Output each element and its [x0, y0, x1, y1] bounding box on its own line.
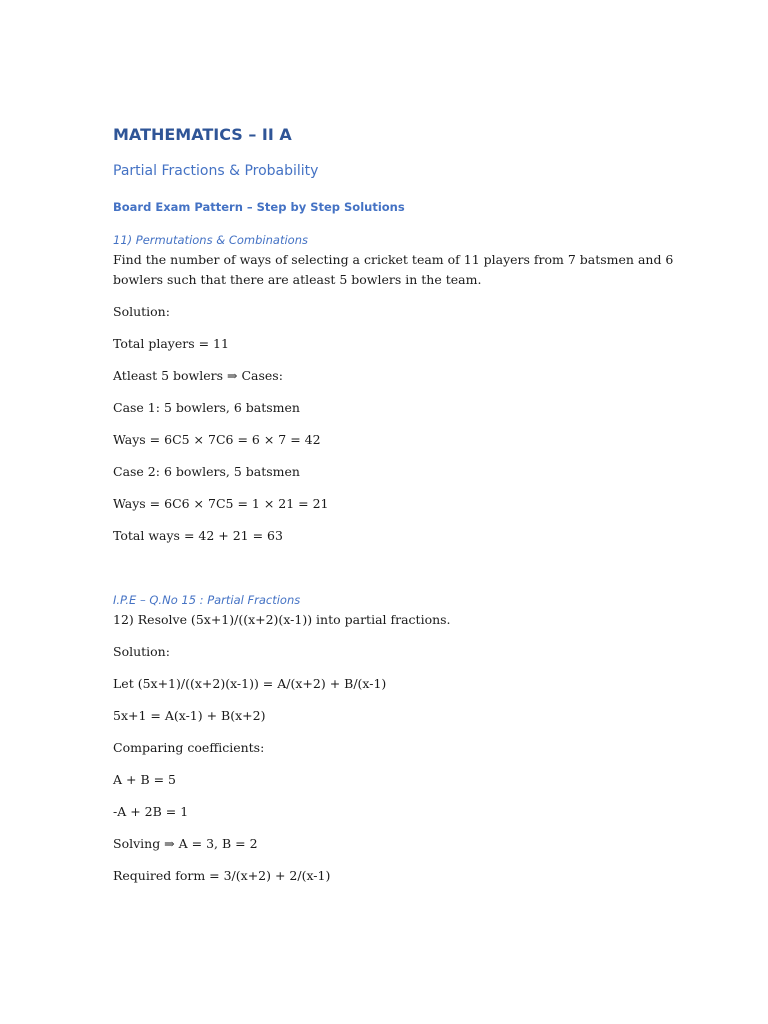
q11-step-ways-2: Ways = 6C6 × 7C5 = 1 × 21 = 21	[113, 496, 329, 511]
q12-step-equation-1: A + B = 5	[113, 772, 177, 787]
q11-step-cases: Atleast 5 bowlers ⇒ Cases:	[113, 368, 283, 383]
document-subheading: Board Exam Pattern – Step by Step Solutions	[113, 200, 405, 214]
q12-heading: I.P.E – Q.No 15 : Partial Fractions	[113, 593, 301, 607]
q12-step-comparing: Comparing coefficients:	[113, 740, 265, 755]
q12-question: 12) Resolve (5x+1)/((x+2)(x-1)) into partial fractions.	[113, 612, 451, 627]
q12-step-equation-2: -A + 2B = 1	[113, 804, 189, 819]
q11-solution-label: Solution:	[113, 304, 170, 319]
q12-solution-label: Solution:	[113, 644, 170, 659]
q12-step-solving: Solving ⇒ A = 3, B = 2	[113, 836, 258, 851]
q11-heading: 11) Permutations & Combinations	[113, 233, 308, 247]
q12-step-identity: 5x+1 = A(x-1) + B(x+2)	[113, 708, 266, 723]
document-subtitle: Partial Fractions & Probability	[113, 163, 319, 179]
q12-step-required-form: Required form = 3/(x+2) + 2/(x-1)	[113, 868, 331, 883]
q11-question-line-1: Find the number of ways of selecting a cricket team of 11 players from 7 batsmen and 6	[113, 252, 674, 267]
q11-step-ways-1: Ways = 6C5 × 7C6 = 6 × 7 = 42	[113, 432, 321, 447]
q11-step-total-players: Total players = 11	[113, 336, 229, 351]
q11-step-case-2: Case 2: 6 bowlers, 5 batsmen	[113, 464, 300, 479]
q12-step-setup: Let (5x+1)/((x+2)(x-1)) = A/(x+2) + B/(x-1)	[113, 676, 387, 691]
q11-step-case-1: Case 1: 5 bowlers, 6 batsmen	[113, 400, 300, 415]
q11-question-line-2: bowlers such that there are atleast 5 bowlers in the team.	[113, 272, 482, 287]
document-title: MATHEMATICS – II A	[113, 125, 292, 144]
q11-step-total-ways: Total ways = 42 + 21 = 63	[113, 528, 283, 543]
